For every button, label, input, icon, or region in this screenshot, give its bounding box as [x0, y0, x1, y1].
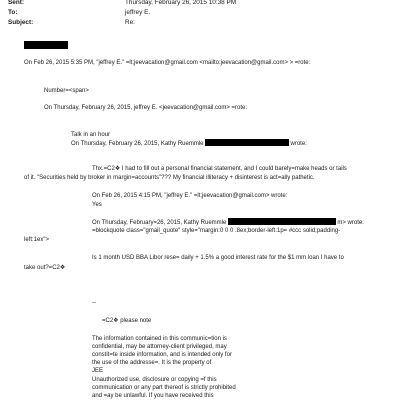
body-line: left:1ex">	[24, 237, 49, 243]
body-line: The information contained in this communic=tion is	[92, 336, 227, 342]
body-line	[92, 218, 364, 227]
body-line: =blockquote class="gmail_quote" style="margin:0 0 0 .8ex;border-left:1p= #ccc solid;padding-	[92, 228, 341, 234]
body-text: On Thursday, February 26, 2015, Kathy Ruemmle	[71, 141, 204, 147]
redaction-bar	[228, 218, 336, 225]
body-text: m> wrote:	[337, 220, 364, 226]
redaction-bar	[24, 41, 68, 49]
redaction-bar	[205, 139, 289, 146]
body-text: On Thursday, February=26, 2015, Kathy Ruemmle	[92, 220, 227, 226]
body-line: On Feb 26, 2015 5:35 PM, "jeffrey E." =lt;jeevacation@gmail.com <mailto:jeevacation@gmail.com> > =rote:	[24, 60, 311, 66]
subject-label: Subject:	[8, 19, 34, 26]
body-line: the use of the addresse=. It is the property of	[92, 360, 212, 366]
body-line	[71, 139, 307, 148]
sent-label: Sent:	[8, 0, 24, 6]
body-line: On Thursday, February 26, 2015, jeffrey E. <jeevacation@gmail.com> =rote:	[44, 105, 248, 111]
body-line: Unauthorized use, disclosure or copying =f this	[92, 377, 217, 383]
body-line: Yes	[92, 202, 102, 208]
subject-value: Re:	[125, 19, 135, 26]
body-text: wrote:	[290, 141, 307, 147]
sent-value: Thursday, February 26, 2015 10:38 PM	[125, 0, 237, 6]
body-line: take out?=C2❖	[24, 265, 66, 271]
body-line: Number=<span>	[44, 88, 89, 94]
to-value: jeffrey E.	[125, 9, 151, 16]
body-line: of it. "Securities held by broker in margin=accounts"??? My financial illiteracy + disinterest is act=ally pathetic.	[24, 175, 315, 181]
body-line: constit=te inside information, and is intended only for	[92, 352, 232, 358]
body-line: On Feb 26, 2015 4:15 PM, "jeffrey E." =lt;jeevacation@gmail.com> wrote:	[92, 193, 288, 199]
body-line: --	[92, 300, 96, 306]
body-line: Talk in an hour	[71, 132, 111, 138]
body-line: Is 1 month USD BBA Libor rese= daily + 1.5% a good interest rate for the $1 mm loan I have to	[92, 255, 344, 261]
to-label: To:	[8, 9, 18, 16]
body-line: JEE	[92, 368, 104, 374]
body-line: communication or any part thereof is strictly prohibited	[92, 385, 236, 391]
body-line: Thx.=C2❖ I had to fill out a personal financial statement, and I could barely=make heads or tails	[92, 166, 347, 172]
body-line: confidential, may be attorney-client privileged, may	[92, 344, 227, 350]
body-line: and =ay be unlawful. If you have received this	[92, 393, 214, 399]
body-line: =C2❖ please note	[102, 318, 152, 324]
